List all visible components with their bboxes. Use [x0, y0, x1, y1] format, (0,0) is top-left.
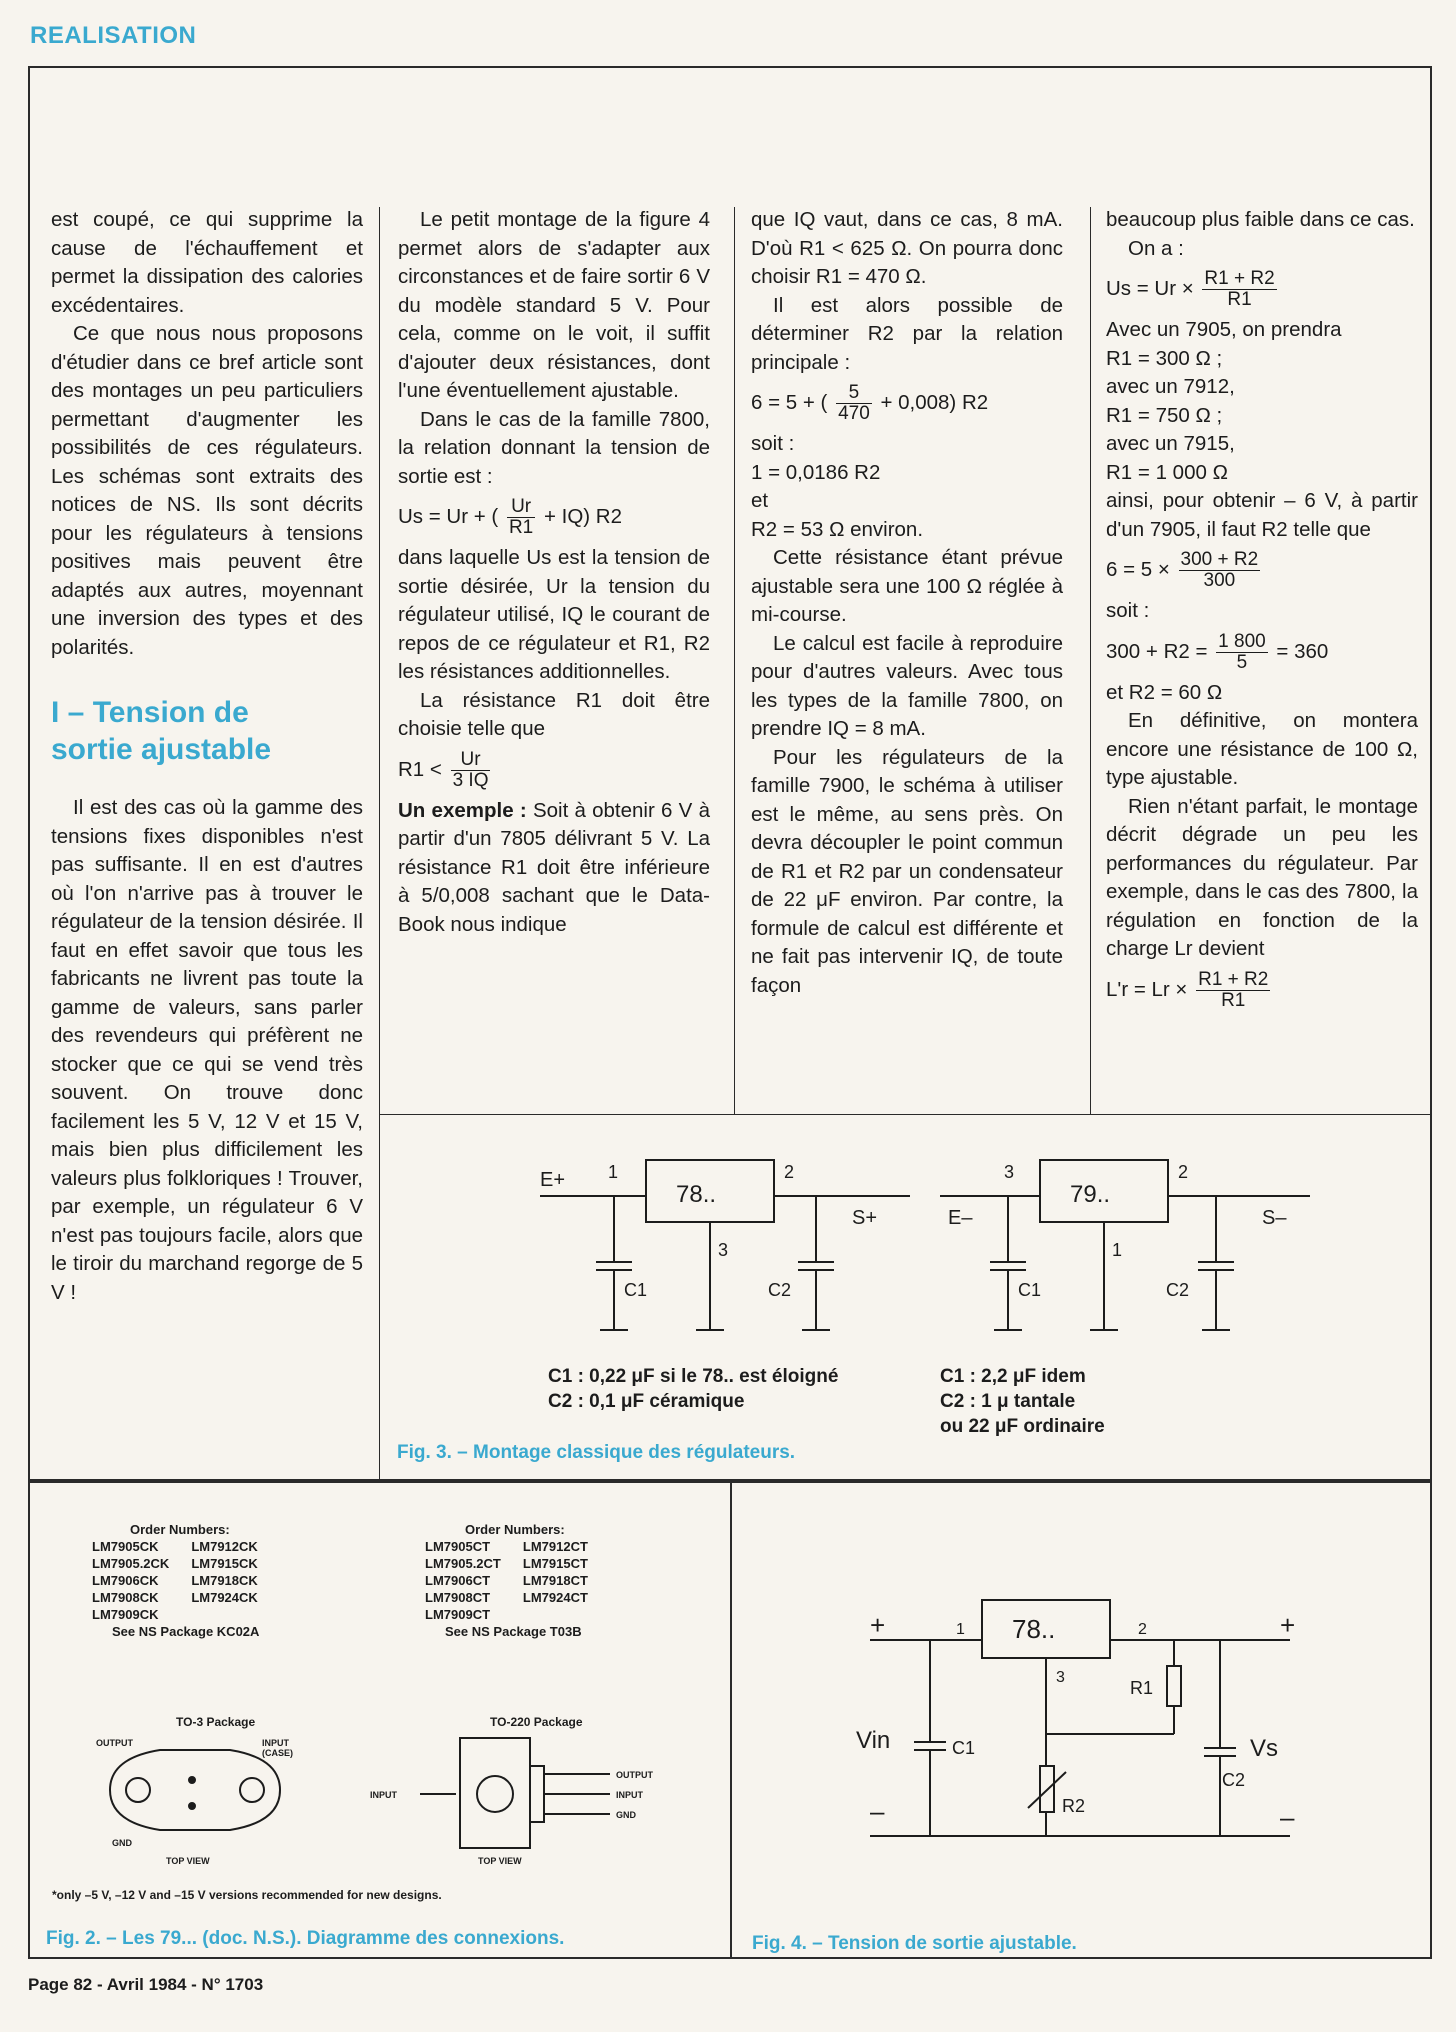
paragraph: Rien n'étant parfait, le montage décrit dégrade un peu les performances du régulateur. Par exemple, dans le cas des 7800, la régulation en fonction de la charge Lr devient [1106, 794, 1418, 960]
pin-label: 1 [956, 1621, 965, 1638]
column-1 [51, 206, 363, 1307]
order-number: LM7906CK [92, 1573, 159, 1588]
paragraph: Pour les régulateurs de la famille 7900, le schéma à utiliser est le même, au sens près. On devra découpler le point commun de R1 et R2 par un condensateur de 22 μF environ. Par contre, la formule de calcul est différente et ne fait pas intervenir IQ, de toute façon [751, 745, 1063, 997]
line: soit : [751, 432, 795, 455]
order-list [92, 1538, 169, 1623]
regulator-label: 78.. [676, 1181, 717, 1208]
r2-adjust-arrow [1028, 1772, 1066, 1808]
pin-label: 1 [1112, 1240, 1123, 1260]
eq-part: 6 = 5 × [1106, 557, 1170, 581]
pin-label: 2 [1138, 1621, 1147, 1638]
paragraph: Ce que nous nous proposons d'étudier dans ce bref article sont des montages un peu particuliers permettant d'augmenter les possibilités de ces régulateurs. Les schémas sont extraits des notices de NS. Ils sont décrits pour les régulateurs à tensions positives mais peuvent être adaptés aux autres, moyennant une inversion des types et des polarités. [51, 322, 363, 659]
order-number: LM7909CT [425, 1607, 491, 1622]
equation [751, 383, 1063, 424]
denominator: R1 [508, 517, 534, 538]
component-label: R2 [1062, 1796, 1086, 1816]
output-label: S+ [852, 1207, 878, 1229]
order-number: LM7909CK [92, 1607, 159, 1622]
fraction [507, 497, 535, 538]
equation [398, 750, 710, 791]
line: avec un 7915, [1106, 432, 1235, 455]
fig2-package-drawings [80, 1710, 700, 1870]
view-label: TOP VIEW [166, 1856, 210, 1866]
pin-label: 1 [608, 1162, 619, 1182]
fig3-caption: Fig. 3. – Montage classique des régulateurs. [397, 1442, 796, 1463]
order-number: LM7908CK [92, 1590, 159, 1605]
column-4 [1106, 206, 1418, 1017]
paragraph [398, 797, 710, 940]
denominator: 300 [1203, 570, 1236, 591]
order-number: LM7924CT [522, 1590, 588, 1605]
fig2-order-left [92, 1521, 332, 1640]
bold-lead: Un exemple : [398, 798, 527, 822]
numerator: R1 + R2 [1198, 968, 1269, 990]
denominator: R1 [1221, 989, 1246, 1011]
pin-label: INPUT [616, 1790, 643, 1800]
minus-label: – [1280, 1802, 1295, 1832]
line: Avec un 7905, on prendra [1106, 318, 1342, 341]
input-label: E– [948, 1207, 973, 1229]
line: et [751, 489, 769, 512]
order-list [523, 1538, 588, 1623]
part-line: C1 : 0,22 μF si le 78.. est éloigné [548, 1366, 839, 1387]
pin-label: GND [616, 1810, 636, 1820]
part-line: C1 : 2,2 μF idem [940, 1366, 1086, 1387]
fig2-order-right [425, 1521, 665, 1640]
order-number: LM7915CT [522, 1556, 588, 1571]
fraction [451, 750, 491, 791]
order-number: LM7905CK [92, 1539, 159, 1554]
eq-part: Us = Ur + ( [398, 504, 499, 528]
paragraph: La résistance R1 doit être choisie telle que [398, 688, 710, 740]
regulator-label: 79.. [1070, 1181, 1111, 1208]
to220-tab [530, 1766, 544, 1822]
order-number: LM7915CK [191, 1556, 258, 1571]
eq-part: + IQ) R2 [543, 504, 622, 528]
component-label: C2 [1222, 1770, 1246, 1790]
equation [398, 497, 710, 538]
order-number: LM7905.2CT [425, 1556, 501, 1571]
order-number: LM7912CK [191, 1539, 258, 1554]
to3-outline [110, 1750, 280, 1830]
component-label: C1 [624, 1280, 648, 1300]
column-rule [379, 207, 380, 1481]
heading-line: I – Tension de [51, 696, 249, 729]
package-title: TO-220 Package [490, 1715, 583, 1729]
eq-part: + 0,008) R2 [880, 390, 989, 414]
fraction [1216, 632, 1268, 673]
paragraph: dans laquelle Us est la tension de sortie désirée, Ur la tension du régulateur utilisé, IQ le courant de repos de ce régulateur et R1, R2 les résistances additionnelles. [398, 546, 710, 683]
pin-label: OUTPUT [616, 1770, 653, 1780]
denominator: 5 [1236, 651, 1248, 673]
line: avec un 7912, [1106, 375, 1235, 398]
order-list [425, 1538, 501, 1623]
component-label: C2 [768, 1280, 792, 1300]
fig2-caption: Fig. 2. – Les 79... (doc. N.S.). Diagramme des connexions. [46, 1928, 565, 1949]
plus-label: + [870, 1610, 886, 1640]
heading-line: sortie ajustable [51, 733, 272, 766]
order-number: LM7908CT [425, 1590, 491, 1605]
fraction [1202, 269, 1276, 310]
denominator: 3 IQ [452, 769, 489, 791]
equation [1106, 970, 1418, 1011]
fig3-schematic [500, 1150, 1360, 1360]
vs-label: Vs [1250, 1735, 1279, 1762]
paragraph: En définitive, on montera encore une résistance de 100 Ω, type ajustable. [1106, 709, 1418, 789]
equation [1106, 632, 1418, 673]
eq-part: L'r = Lr × [1106, 977, 1188, 1001]
component-label: C1 [952, 1738, 976, 1758]
eq-part: = 360 [1276, 639, 1329, 663]
part-line: C2 : 1 μ tantale [940, 1391, 1076, 1412]
order-list [191, 1538, 257, 1623]
line: soit : [1106, 599, 1150, 622]
paragraph: ainsi, pour obtenir – 6 V, à partir d'un 7905, il faut R2 telle que [1106, 489, 1418, 541]
fig3-parts-left [548, 1364, 928, 1414]
equation [1106, 550, 1418, 591]
pin-label: 3 [1056, 1669, 1065, 1686]
view-label: TOP VIEW [478, 1856, 522, 1866]
component-label: R1 [1130, 1678, 1154, 1698]
paragraph: beaucoup plus faible dans ce cas. [1106, 208, 1415, 231]
column-rule [734, 207, 735, 1115]
mounting-hole [126, 1778, 150, 1802]
fig4-schematic [840, 1586, 1340, 1846]
line: R1 = 300 Ω ; [1106, 346, 1223, 370]
component-label: C1 [1018, 1280, 1042, 1300]
order-title: Order Numbers: [130, 1522, 230, 1537]
pin-label: 3 [1004, 1162, 1015, 1182]
denominator: R1 [1227, 289, 1252, 310]
pin-label: INPUT [262, 1738, 289, 1748]
line: R1 = 1 000 Ω [1106, 460, 1228, 484]
regulator-label: 78.. [1012, 1614, 1056, 1644]
order-number: LM7912CT [522, 1539, 588, 1554]
part-line: ou 22 μF ordinaire [940, 1416, 1105, 1437]
pin-label: (CASE) [262, 1748, 293, 1758]
component-label: C2 [1166, 1280, 1190, 1300]
paragraph: que IQ vaut, dans ce cas, 8 mA. D'où R1 < 625 Ω. On pourra donc choisir R1 = 470 Ω. [751, 208, 1063, 288]
package-ref: See NS Package KC02A [112, 1624, 260, 1639]
pin [189, 1803, 195, 1809]
minus-label: – [870, 1796, 885, 1826]
denominator: 470 [838, 403, 870, 424]
pin-label: 3 [718, 1240, 729, 1260]
paragraph: Cette résistance étant prévue ajustable sera une 100 Ω réglée à mi-course. [751, 546, 1063, 626]
fraction [836, 383, 872, 424]
paragraph: Dans le cas de la famille 7800, la relation donnant la tension de sortie est : [398, 407, 710, 488]
column-rule [1090, 207, 1091, 1115]
fraction [1179, 550, 1261, 591]
line: R1 = 750 Ω ; [1106, 403, 1223, 427]
pin [189, 1777, 195, 1783]
eq-part: Us = Ur × [1106, 276, 1194, 300]
eq-part: 300 + R2 = [1106, 639, 1208, 663]
paragraph: est coupé, ce qui supprime la cause de l'échauffement et permet la dissipation des calories excédentaires. [51, 208, 363, 317]
numerator: 300 + R2 [1180, 549, 1259, 570]
numerator: R1 + R2 [1204, 268, 1275, 289]
paragraph: Il est des cas où la gamme des tensions fixes disponibles n'est pas suffisante. Il en est d'autres où l'on n'arrive pas à trouver le régulateur de la tension désirée. Il faut en effet savoir que tous les fabricants ne livrent pas toute la gamme de valeurs, sans parler des revendeurs qui préfèrent ne stocker que ce qui se vend très souvent. On trouve donc facilement les 5 V, 12 V et 15 V, mais bien plus difficilement les valeurs plus folkloriques ! Trouver, par exemple, un régulateur 6 V n'est pas toujours facile, alors que le tiroir du marchand regorge de 5 V ! [51, 796, 363, 1304]
paragraph: Le calcul est facile à reproduire pour d'autres valeurs. Avec tous les types de la famille 7800, on prendre IQ = 8 mA. [751, 631, 1063, 740]
package-ref: See NS Package T03B [445, 1624, 582, 1639]
paragraph: Il est alors possible de déterminer R2 par la relation principale : [751, 293, 1063, 374]
package-title: TO-3 Package [176, 1715, 256, 1729]
column-2 [398, 206, 710, 939]
line: R2 = 53 Ω environ. [751, 517, 924, 541]
line: On a : [1128, 236, 1184, 260]
plus-label: + [1280, 1610, 1296, 1640]
to220-body [460, 1738, 530, 1848]
order-number: LM7918CT [522, 1573, 588, 1588]
eq-part: 6 = 5 + ( [751, 390, 828, 414]
pin-label: GND [112, 1838, 132, 1848]
page-footer: Page 82 - Avril 1984 - N° 1703 [28, 1975, 264, 1994]
equation [1106, 269, 1418, 310]
numerator: Ur [451, 750, 491, 771]
fig2-note: *only –5 V, –12 V and –15 V versions recommended for new designs. [52, 1888, 442, 1902]
order-number: LM7905.2CK [92, 1556, 170, 1571]
pin-label: INPUT [370, 1790, 397, 1800]
order-number: LM7906CT [425, 1573, 491, 1588]
order-number: LM7924CK [191, 1590, 258, 1605]
paragraph-text: Soit à obtenir 6 V à partir d'un 7805 délivrant 5 V. La résistance R1 doit être inférieure à 5/0,008 sachant que le Data-Book nous indique [398, 798, 710, 936]
pin-label: OUTPUT [96, 1738, 133, 1748]
eq-part: R1 < [398, 757, 442, 781]
numerator: 5 [836, 383, 872, 404]
to220-hole [477, 1776, 513, 1812]
line: 1 = 0,0186 R2 [751, 460, 881, 484]
pin-label: 2 [1178, 1162, 1189, 1182]
order-number: LM7905CT [425, 1539, 491, 1554]
section-heading [51, 694, 363, 768]
order-number: LM7918CK [191, 1573, 258, 1588]
numerator: 1 800 [1218, 630, 1266, 652]
part-line: C2 : 0,1 μF céramique [548, 1391, 745, 1412]
numerator: Ur [507, 497, 535, 518]
mounting-hole [240, 1778, 264, 1802]
r1-resistor [1167, 1666, 1181, 1706]
input-label: E+ [540, 1169, 566, 1191]
fig3-parts-right [940, 1364, 1200, 1439]
vin-label: Vin [856, 1727, 891, 1754]
fig4-caption: Fig. 4. – Tension de sortie ajustable. [752, 1933, 1077, 1954]
figure-rule [379, 1114, 1432, 1115]
section-title: REALISATION [30, 22, 197, 49]
order-title: Order Numbers: [465, 1522, 565, 1537]
column-3 [751, 206, 1063, 1000]
pin-label: 2 [784, 1162, 795, 1182]
paragraph: Le petit montage de la figure 4 permet alors de s'adapter aux circonstances et de faire sortir 6 V du modèle standard 5 V. Pour cela, comme on le voit, il suffit d'ajouter deux résistances, dont l'une éventuellement ajustable. [398, 208, 710, 402]
line: et R2 = 60 Ω [1106, 680, 1223, 704]
fraction [1196, 970, 1270, 1011]
output-label: S– [1262, 1207, 1287, 1229]
